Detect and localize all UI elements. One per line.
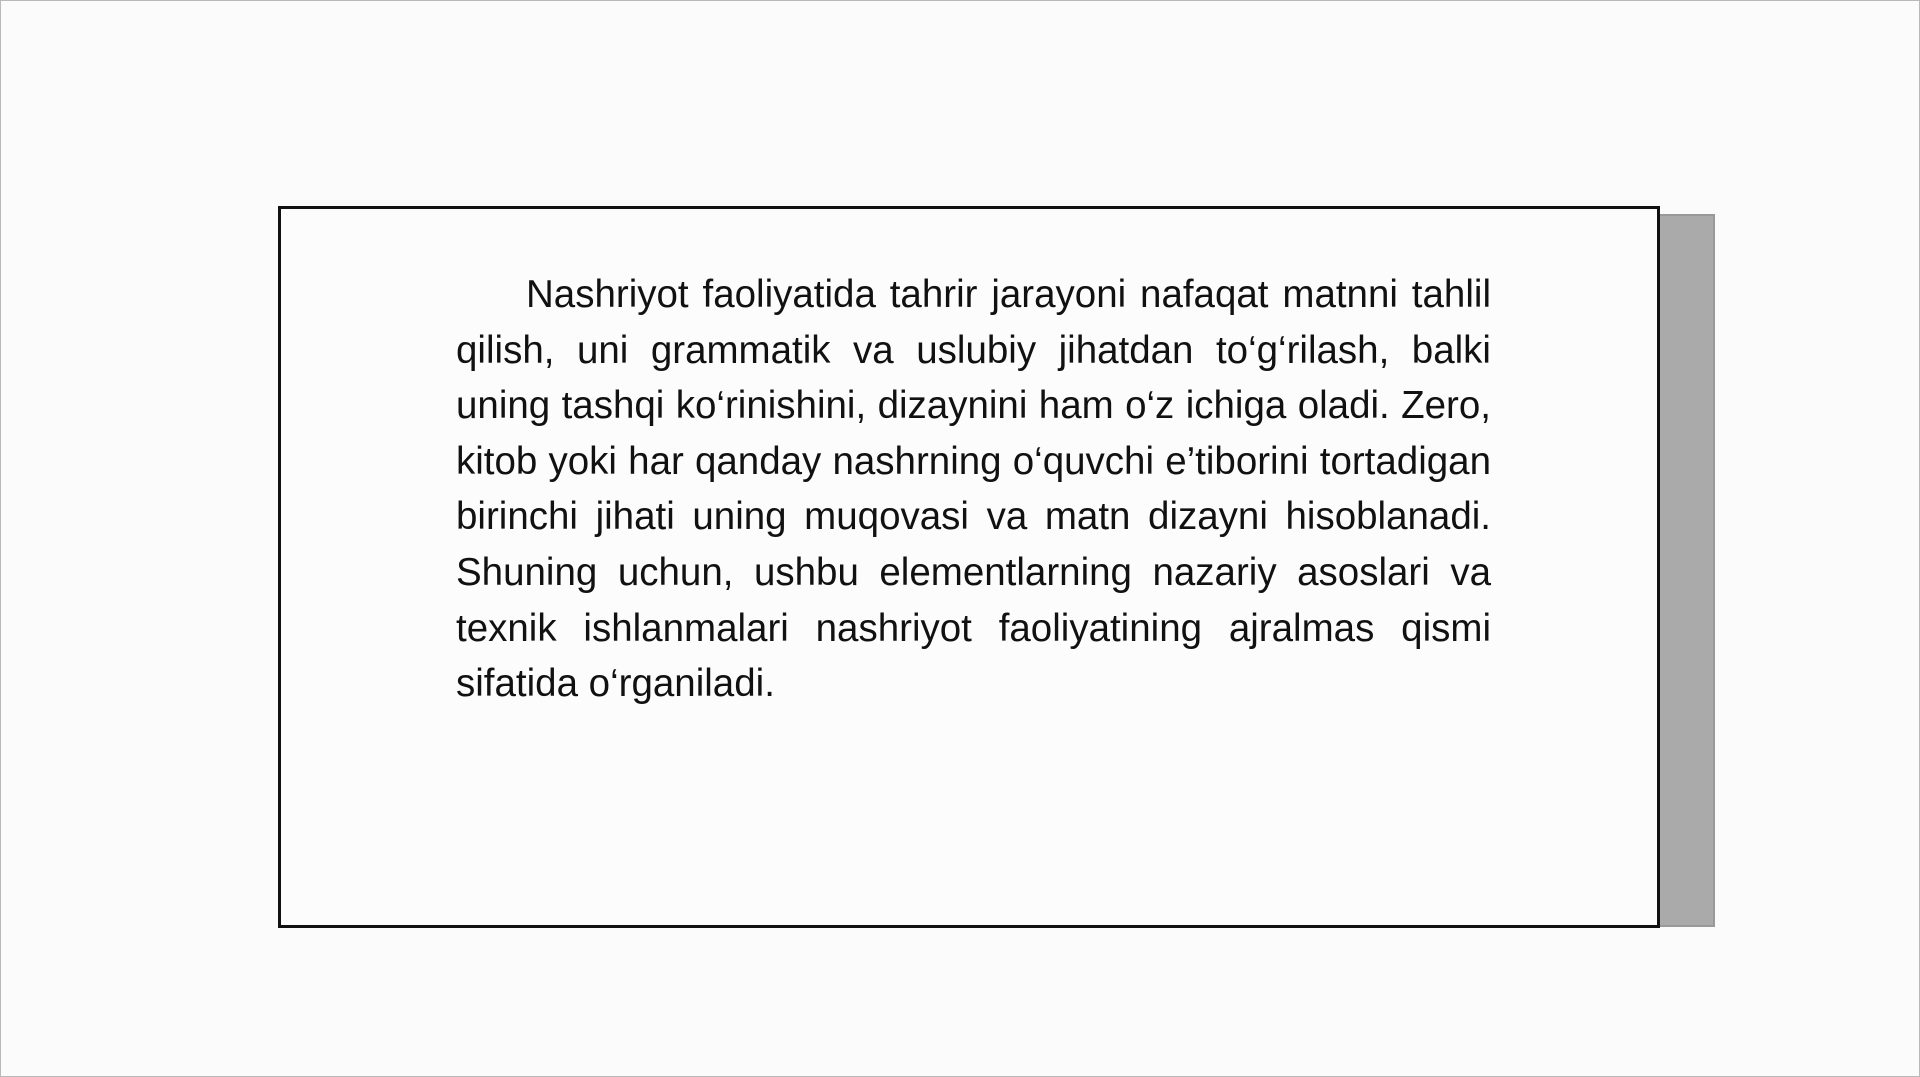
text-frame bbox=[278, 206, 1660, 928]
frame-shadow bbox=[1655, 214, 1715, 927]
body-paragraph: Nashriyot faoliyatida tahrir jarayoni nafaqat matnni tahlil qilish, uni grammatik va uslubiy jihatdan to‘g‘rilash, balki uning tashqi ko‘rinishini, dizaynini ham o‘z ichiga oladi. Zero, kitob yoki har qanday nashrning o‘quvchi e’tiborini tortadigan birinchi jihati uning muqovasi va matn dizayni hisoblanadi. Shuning uchun, ushbu elementlarning nazariy asoslari va texnik ishlanmalari nashriyot faoliyatining ajralmas qismi sifatida o‘rganiladi. bbox=[456, 273, 1491, 706]
